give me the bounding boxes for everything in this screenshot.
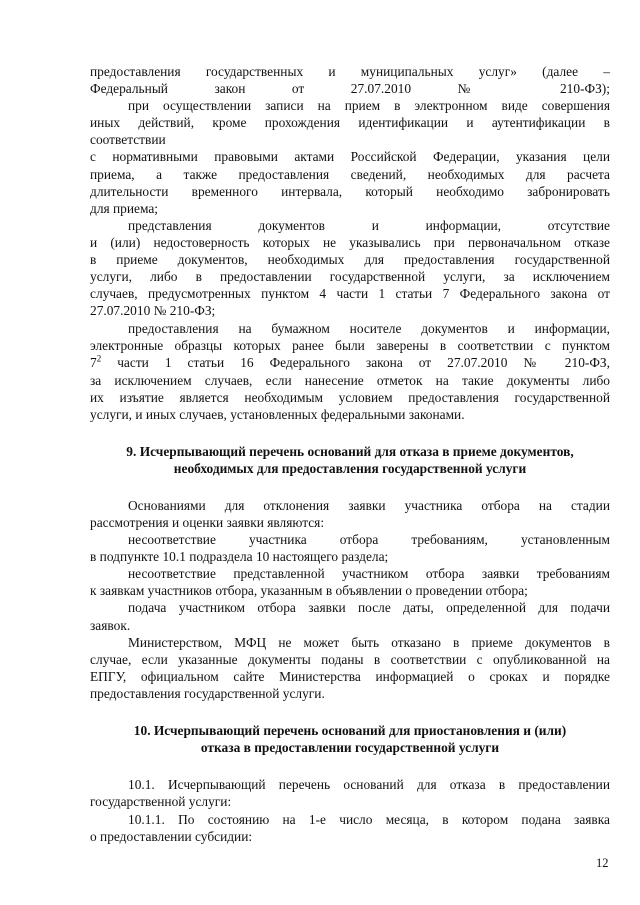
text-line: рассмотрения и оценки заявки являются: <box>90 515 325 530</box>
section-heading-line: 10. Исчерпывающий перечень оснований для приостановления и (или) <box>133 723 567 738</box>
text-line: при осуществлении записи на прием в электронном виде совершения <box>128 98 610 113</box>
text-line: Федеральный закон от 27.07.2010 № 210-ФЗ); <box>90 81 610 96</box>
text-line: случаев, предусмотренных пунктом 4 части 1 статьи 7 Федерального закона от <box>90 286 610 301</box>
text-line: их изъятие является необходимым условием предоставления государственной <box>90 390 610 405</box>
text-line: и (или) недостоверность которых не указывались при первоначальном отказе <box>90 235 610 250</box>
text-line: 10.1. Исчерпывающий перечень оснований для отказа в предоставлении <box>128 777 610 792</box>
text-line: соответствии <box>90 132 166 147</box>
text-line: электронные образцы которых ранее были заверены в соответствии с пунктом <box>90 338 610 353</box>
text-line: для приема; <box>90 201 159 216</box>
text-line: предоставления государственной услуги. <box>90 686 325 701</box>
section-heading-line: необходимых для предоставления государственной услуги <box>173 461 527 476</box>
text-line: к заявкам участников отбора, указанным в объявлении о проведении отбора; <box>90 583 528 598</box>
text-line: Основаниями для отклонения заявки участника отбора на стадии <box>128 498 610 513</box>
text-line: предоставления государственных и муниципальных услуг» (далее – <box>90 64 610 79</box>
text-line: с нормативными правовыми актами Российской Федерации, указания цели <box>90 149 610 164</box>
text-line: в приеме документов, необходимых для предоставления государственной <box>90 252 610 267</box>
text-line: за исключением случаев, если нанесение отметок на такие документы либо <box>90 373 610 388</box>
text-line: услуги, либо в предоставлении государственной услуги, за исключением <box>90 269 610 284</box>
section-heading-line: отказа в предоставлении государственной услуги <box>200 740 500 755</box>
text-line: длительности временного интервала, который необходимо забронировать <box>90 184 610 199</box>
text-line: услуги, и иных случаев, установленных федеральными законами. <box>90 407 465 422</box>
text-line: о предоставлении субсидии: <box>90 829 253 844</box>
text-line: ЕПГУ, официальном сайте Министерства информацией о сроках и порядке <box>90 669 610 684</box>
text-line: 10.1.1. По состоянию на 1-е число месяца, в котором подана заявка <box>128 812 610 827</box>
text-line: 27.07.2010 № 210-ФЗ; <box>90 303 216 318</box>
text-line: заявок. <box>90 618 131 633</box>
text-line: $7^2$ части 1 статьи 16 Федерального закона от 27.07.2010 № 210-ФЗ, <box>90 353 610 370</box>
text-line: Министерством, МФЦ не может быть отказано в приеме документов в <box>128 635 610 650</box>
text-line: подача участником отбора заявки после даты, определенной для подачи <box>128 600 610 615</box>
section-heading-line: 9. Исчерпывающий перечень оснований для отказа в приеме документов, <box>126 444 574 459</box>
text-line: случае, если указанные документы поданы в соответствии с опубликованной на <box>90 652 610 667</box>
page-number: 12 <box>596 856 609 870</box>
text-line: государственной услуги: <box>90 794 232 809</box>
text-line: в подпункте 10.1 подраздела 10 настоящего раздела; <box>90 549 389 564</box>
text-line: несоответствие участника отбора требованиям, установленным <box>128 532 610 547</box>
text-line: несоответствие представленной участником отбора заявки требованиям <box>128 566 610 581</box>
text-line: приема, а также предоставления сведений, необходимых для расчета <box>90 167 610 182</box>
text-line: иных действий, кроме прохождения идентификации и аутентификации в <box>90 115 610 130</box>
text-line: предоставления на бумажном носителе документов и информации, <box>128 321 610 336</box>
text-line: представления документов и информации, отсутствие <box>128 218 610 233</box>
